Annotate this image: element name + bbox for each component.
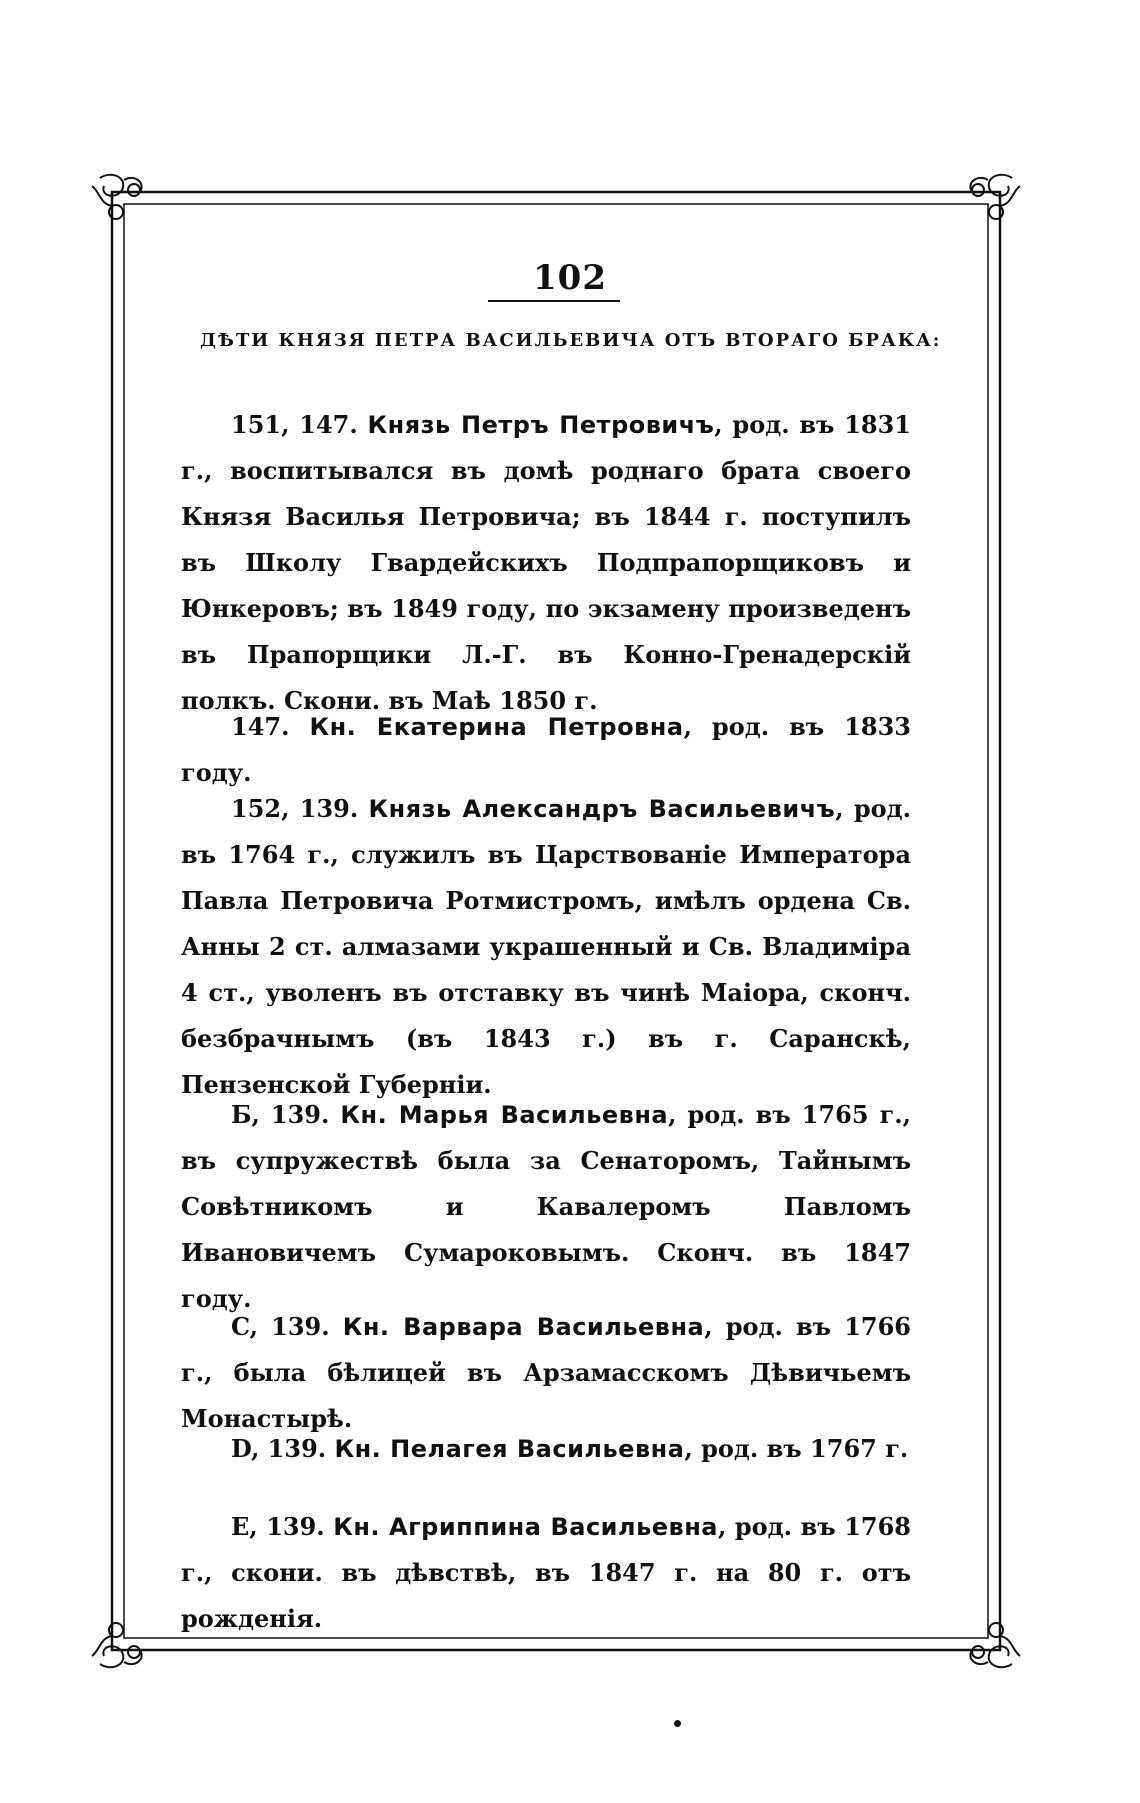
genealogy-entry [181, 1426, 911, 1472]
corner-flourish-icon [970, 175, 1020, 219]
entry-number: Б, 139. [231, 1100, 330, 1129]
entry-number: 152, 139. [231, 794, 359, 823]
entry-text: , род. въ 1833 году. [181, 712, 911, 787]
page-number: 102 [533, 258, 607, 298]
entry-name: Кн. Марья Васильевна [340, 1101, 669, 1129]
page-number-rule [488, 300, 620, 302]
genealogy-entry [181, 1504, 911, 1642]
entry-number: C, 139. [231, 1312, 330, 1341]
entry-name: Князь Петръ Петровичъ [367, 411, 715, 439]
entry-name: Князь Александръ Васильевичъ [368, 795, 836, 823]
entry-name: Кн. Агриппина Васильевна [333, 1513, 718, 1541]
entry-name: Кн. Варвара Васильевна [342, 1313, 705, 1341]
section-heading: ДѢТИ КНЯЗЯ ПЕТРА ВАСИЛЬЕВИЧА ОТЪ ВТОРАГО БРАКА: [200, 330, 942, 351]
entry-text: , род. въ 1766 г., была бѣлицей въ Арзамасскомъ Дѣвичьемъ Монастырѣ. [181, 1312, 911, 1433]
entry-name: Кн. Екатерина Петровна [309, 713, 684, 741]
genealogy-entry [181, 704, 911, 796]
corner-flourish-icon [92, 1623, 142, 1667]
corner-flourish-icon [92, 175, 142, 219]
entry-number: E, 139. [231, 1512, 325, 1541]
genealogy-entry [181, 402, 911, 724]
entry-name: Кн. Пелагея Васильевна [334, 1435, 685, 1463]
entry-text: , род. въ 1765 г., въ супружествѣ была за Сенаторомъ, Тайнымъ Совѣтникомъ и Кавалеромъ Павломъ Ивановичемъ Сумароковымъ. Сконч. въ 1847 году. [181, 1100, 911, 1313]
genealogy-entry [181, 786, 911, 1108]
entry-text: , род. въ 1768 г., скони. въ дѣвствѣ, въ 1847 г. на 80 г. отъ рожденія. [181, 1512, 912, 1633]
entry-number: 151, 147. [231, 410, 358, 439]
corner-flourish-icon [970, 1623, 1020, 1667]
entry-number: D, 139. [231, 1434, 327, 1463]
entry-number: 147. [231, 712, 290, 741]
entry-text: , род. въ 1764 г., служилъ въ Царствованіе Императора Павла Петровича Ротмистромъ, имѣлъ ордена Св. Анны 2 ст. алмазами украшенный и Св. Владиміра 4 ст., уволенъ въ отставку въ чинѣ Маіора, сконч. безбрачнымъ (въ 1843 г.) въ г. Саранскѣ, Пензенской Губерніи. [181, 794, 912, 1099]
entry-text: , род. въ 1831 г., воспитывался въ домѣ роднаго брата своего Князя Василья Петровича; въ 1844 г. поступилъ въ Школу Гвардейскихъ Подпрапорщиковъ и Юнкеровъ; въ 1849 году, по экзамену произведенъ въ Прапорщики Л.-Г. въ Конно-Гренадерскій полкъ. Скони. въ Маѣ 1850 г. [181, 410, 912, 715]
print-speck [674, 1720, 681, 1727]
genealogy-entry [181, 1304, 911, 1442]
entry-text: , род. въ 1767 г. [684, 1434, 909, 1463]
genealogy-entry [181, 1092, 911, 1322]
